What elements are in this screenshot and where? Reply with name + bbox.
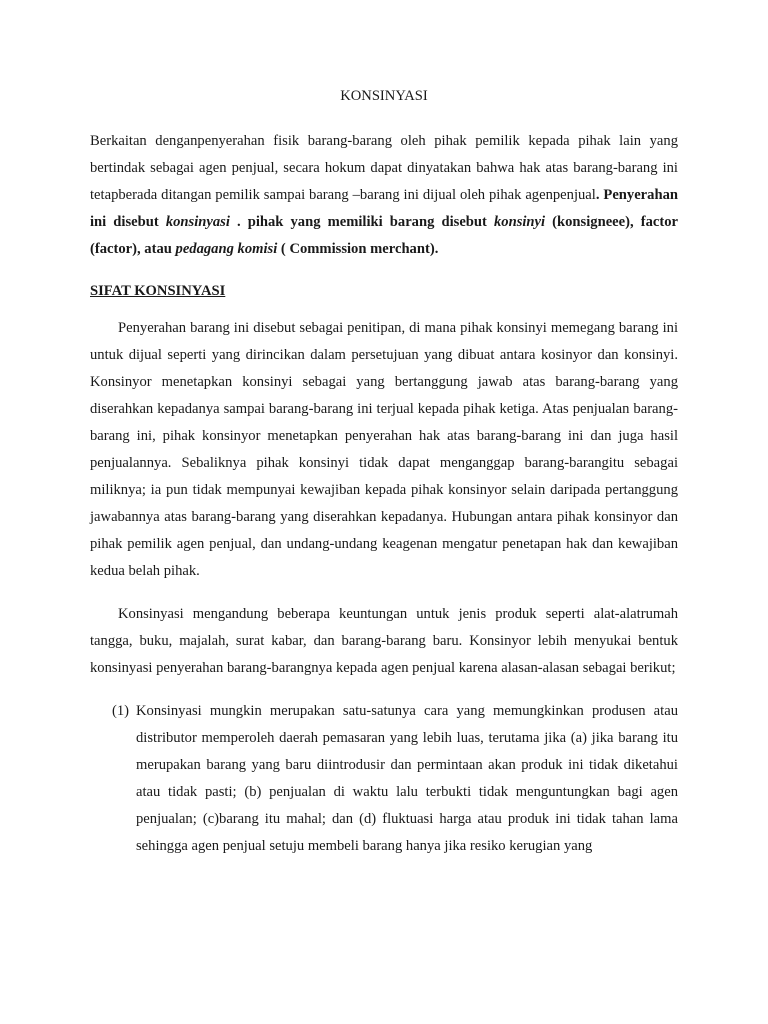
document-title: KONSINYASI xyxy=(340,88,428,104)
term-konsinyasi: konsinyasi xyxy=(165,214,230,230)
paragraph-2: Konsinyasi mengandung beberapa keuntungan untuk jenis produk seperti alat-alatrumah tangga, buku, majalah, surat kabar, dan barang-barang baru. Konsinyor lebih menyukai bentuk konsinyasi penyerahan barang-barangnya kepada agen penjual karena alasan-alasan sebagai berikut; xyxy=(90,606,678,676)
list-item-text: Konsinyasi mungkin merupakan satu-satunya cara yang memungkinkan produsen atau distributor memperoleh daerah pemasaran yang lebih luas, terutama jika (a) jika barang itu merupakan barang yang baru diintrodusir dan permintaan akan produk ini tidak diketahui atau tidak pasti; (b) penjualan di waktu lalu terbukti tidak menguntungkan bagi agen penjualan; (c)barang itu mahal; dan (d) fluktuasi harga atau produk ini tidak tahan lama sehingga agen penjual setuju membeli barang hanya jika resiko kerugian yang xyxy=(136,703,678,854)
list-item xyxy=(90,698,678,860)
intro-bold-5: (konsigneee), factor (factor), atau xyxy=(90,214,678,257)
paragraph-1: Penyerahan barang ini disebut sebagai penitipan, di mana pihak konsinyi memegang barang ini untuk dijual seperti yang dirincikan dalam persetujuan yang dibuat antara kosinyor dan konsinyi. Konsinyor menetapkan konsinyi sebagai yang bertanggung jawab atas barang-barang yang diserahkan kepadanya sampai barang-barang ini terjual kepada pihak ketiga. Atas penjualan barang-barang ini, pihak konsinyor menetapkan penyerahan hak atas barang-barang ini dan juga hasil penjualannya. Sebaliknya pihak konsinyi tidak dapat menganggap barang-barangitu sebagai miliknya; ia pun tidak mempunyai kewajiban kepada pihak konsinyor selain daripada pertanggung jawabannya atas barang-barang yang diserahkan kepadanya. Hubungan antara pihak konsinyor dan pihak pemilik agen penjual, dan undang-undang keagenan mengatur penetapan hak dan kewajiban kedua belah pihak. xyxy=(90,320,678,579)
list-item-number: (1) xyxy=(112,703,130,719)
intro-text: Berkaitan denganpenyerahan fisik barang-barang oleh pihak pemilik kepada pihak lain yang bertindak sebagai agen penjual, secara hokum dapat dinyatakan bahwa hak atas barang-barang ini tetapberada ditangan pemilik sampai barang –barang ini dijual oleh pihak agenpenjual xyxy=(90,133,678,203)
intro-bold-3: . pihak yang memiliki barang disebut xyxy=(229,214,494,230)
intro-period: . xyxy=(595,187,600,203)
intro-paragraph xyxy=(90,128,678,263)
section-heading: SIFAT KONSINYASI xyxy=(90,283,226,299)
intro-bold-1: Penyerahan ini disebut xyxy=(90,187,678,230)
term-pedagang-komisi: pedagang komisi xyxy=(175,241,278,257)
intro-bold-7: ( Commission merchant). xyxy=(277,241,439,257)
term-konsinyi: konsinyi xyxy=(493,214,546,230)
document-page xyxy=(90,86,678,860)
